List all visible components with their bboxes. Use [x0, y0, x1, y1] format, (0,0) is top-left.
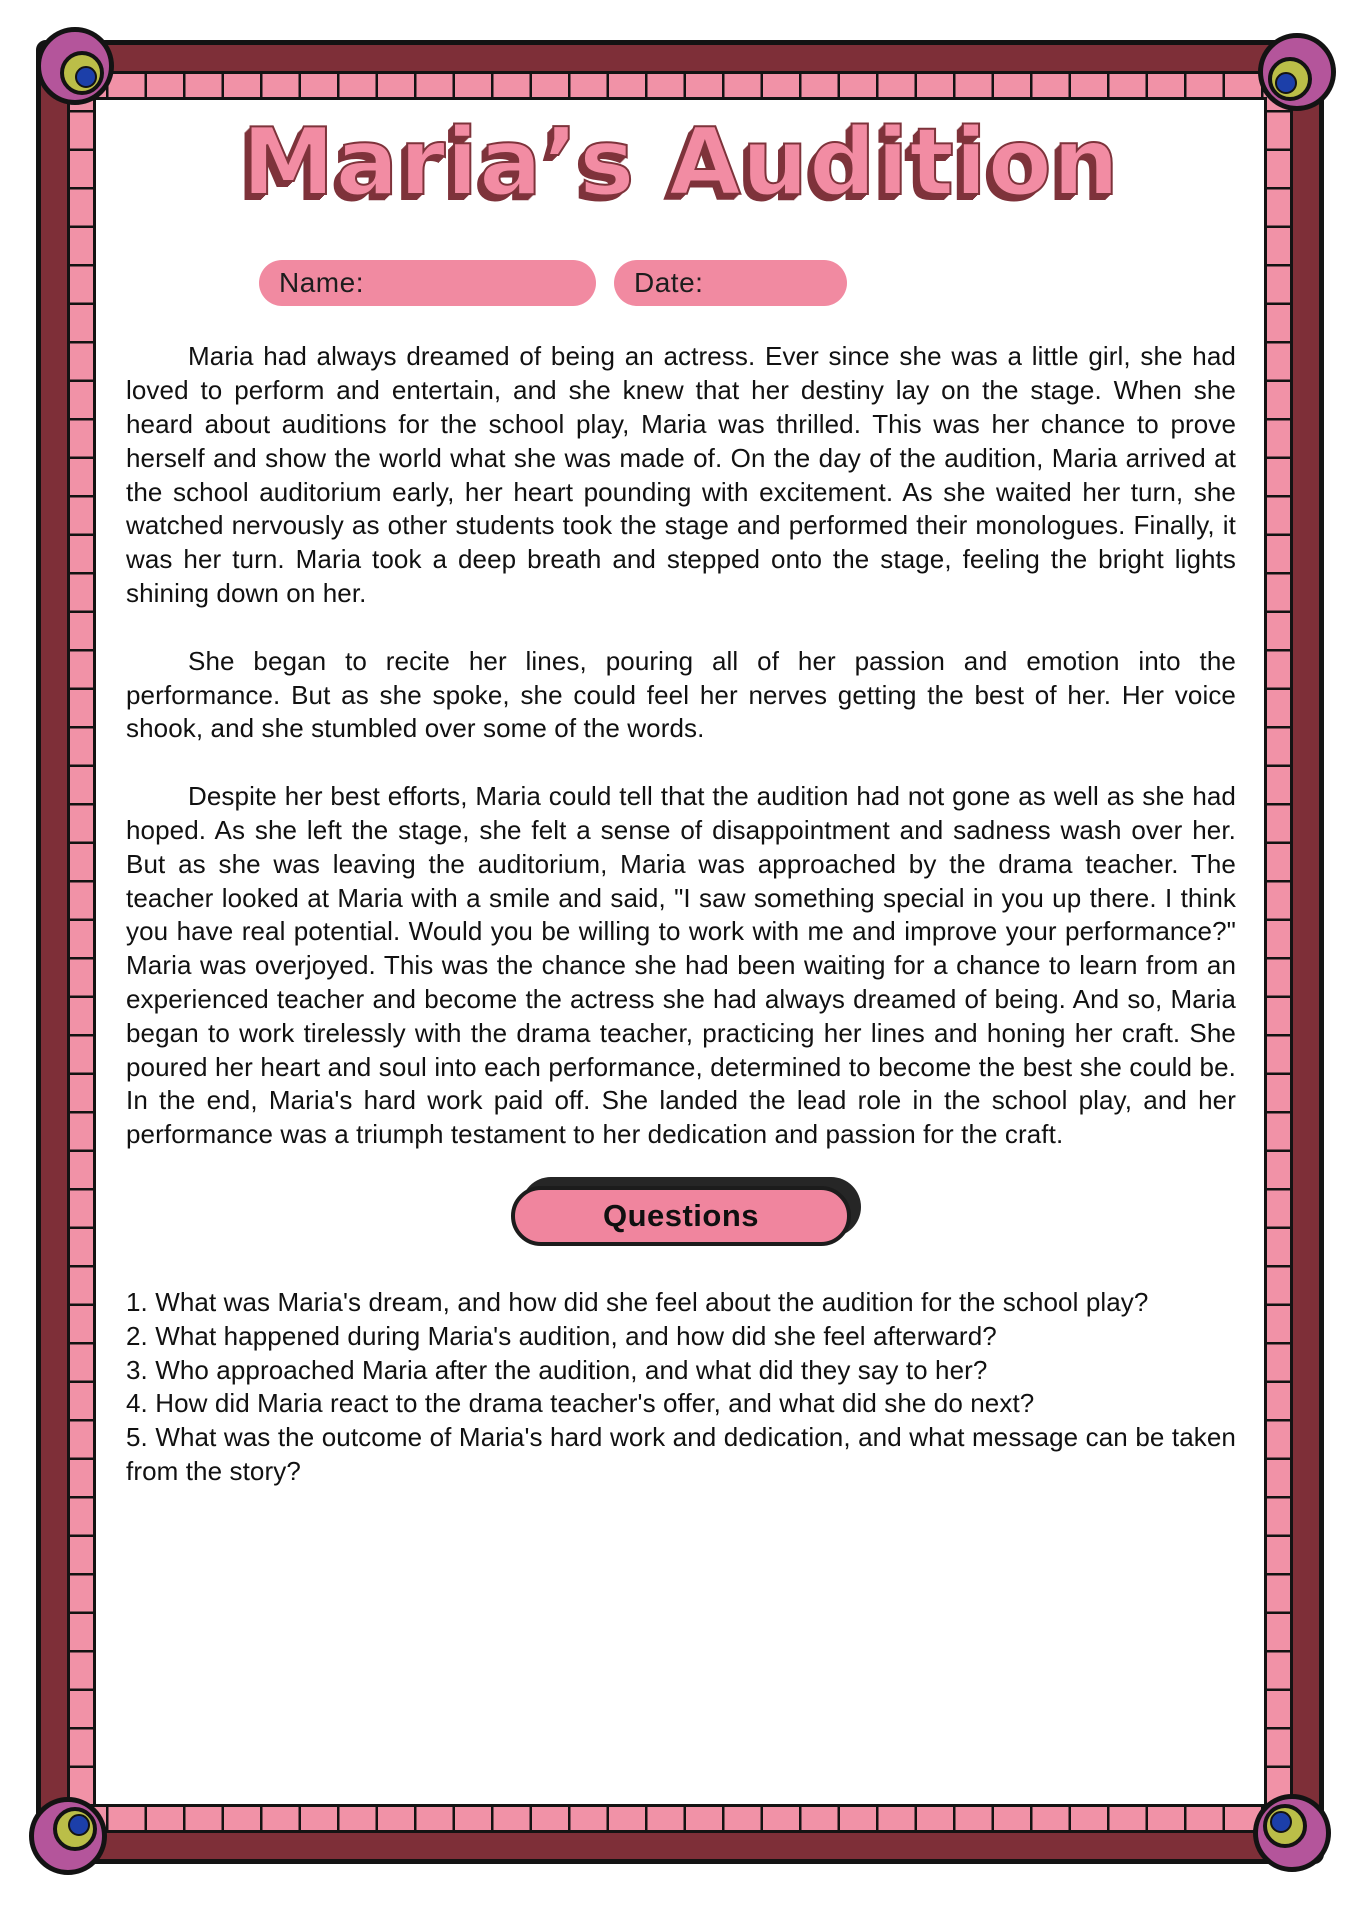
- corner-ornament-top-left: [36, 27, 114, 105]
- story-paragraph-3: Despite her best efforts, Maria could tell that the audition had not gone as well as she had hoped. As she left the stage, she felt a sense of disappointment and sadness wash over her. But as she was leaving the auditorium, Maria was approached by the drama teacher. The teacher looked at Maria with a smile and said, "I saw something special in you up there. I think you have real potential. Would you be willing to work with me and improve your performance?" Maria was overjoyed. This was the chance she had been waiting for a chance to learn from an experienced teacher and become the actress she had always dreamed of being. And so, Maria began to work tirelessly with the drama teacher, practicing her lines and honing her craft. She poured her heart and soul into each performance, determined to become the best she could be. In the end, Maria's hard work paid off. She landed the lead role in the school play, and her performance was a triumph testament to her dedication and passion for the craft.: [126, 781, 1236, 1150]
- corner-ring-icon: [1268, 57, 1312, 101]
- corner-ring-icon: [60, 51, 104, 95]
- question-item-5: 5. What was the outcome of Maria's hard work and dedication, and what message can be taken from the story?: [126, 1422, 1236, 1486]
- story-paragraph-2: She began to recite her lines, pouring all of her passion and emotion into the performance. But as she spoke, she could feel her nerves getting the best of her. Her voice shook, and she stumbled over some of the words.: [126, 645, 1236, 744]
- question-item-3: 3. Who approached Maria after the audition, and what did they say to her?: [126, 1354, 988, 1385]
- stitch-pattern-left: [70, 74, 93, 1830]
- stitch-pattern-top: [70, 74, 1290, 97]
- questions-header-label: Questions: [602, 1197, 760, 1233]
- question-item-2: 2. What happened during Maria's audition, and how did she feel afterward?: [126, 1320, 997, 1351]
- corner-ring-icon: [1263, 1804, 1307, 1848]
- corner-dot-icon: [75, 66, 97, 88]
- question-item-1: 1. What was Maria's dream, and how did she feel about the audition for the school play?: [126, 1286, 1149, 1317]
- corner-dot-icon: [1270, 1811, 1292, 1833]
- corner-dot-icon: [68, 1814, 90, 1836]
- date-label: Date:: [634, 267, 704, 299]
- worksheet-content: [104, 108, 1258, 1795]
- story-text: [126, 340, 1236, 1152]
- questions-header-badge: [511, 1186, 851, 1246]
- question-item-4: 4. How did Maria react to the drama teacher's offer, and what did she do next?: [126, 1388, 1035, 1419]
- questions-list: [126, 1286, 1236, 1489]
- corner-ornament-bottom-left: [29, 1797, 107, 1875]
- stitch-pattern-right: [1267, 74, 1290, 1830]
- story-paragraph-1: Maria had always dreamed of being an actress. Ever since she was a little girl, she had loved to perform and entertain, and she knew that her destiny lay on the stage. When she heard about auditions for the school play, Maria was thrilled. This was her chance to prove herself and show the world what she was made of. On the day of the audition, Maria arrived at the school auditorium early, her heart pounding with excitement. As she waited her turn, she watched nervously as other students took the stage and performed their monologues. Finally, it was her turn. Maria took a deep breath and stepped onto the stage, feeling the bright lights shining down on her.: [126, 341, 1236, 609]
- date-field[interactable]: [614, 260, 847, 306]
- page-title: Maria’s Audition: [242, 108, 1120, 216]
- name-date-row: [259, 260, 1236, 306]
- corner-ornament-top-right: [1258, 33, 1336, 111]
- corner-dot-icon: [1275, 72, 1297, 94]
- stitch-pattern-bottom: [70, 1807, 1290, 1830]
- corner-ring-icon: [53, 1807, 97, 1851]
- name-label: Name:: [279, 267, 364, 299]
- corner-ornament-bottom-right: [1253, 1794, 1331, 1872]
- name-field[interactable]: [259, 260, 596, 306]
